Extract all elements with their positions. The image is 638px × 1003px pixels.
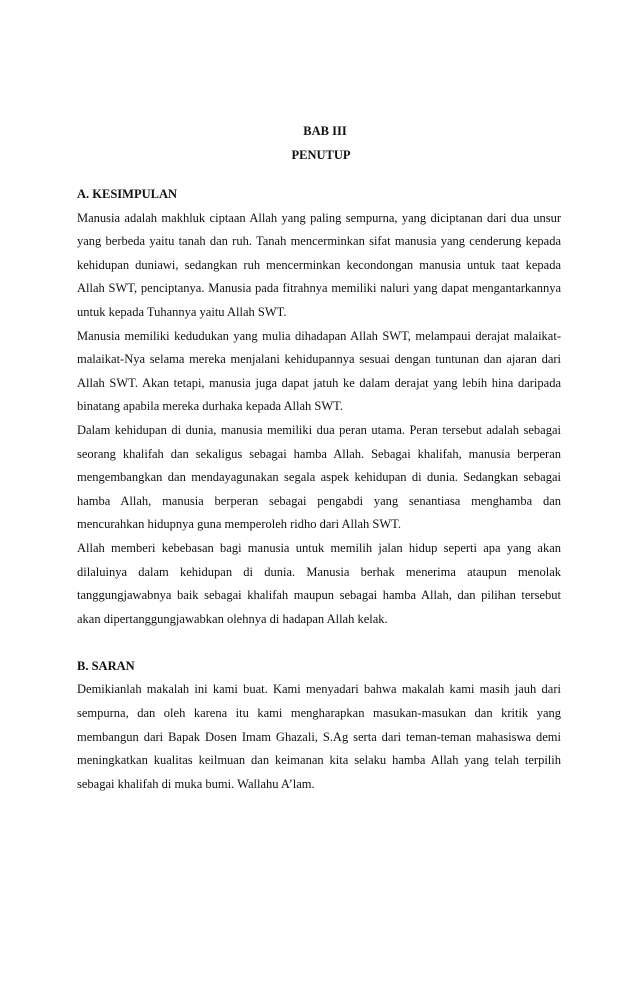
section-saran — [77, 655, 561, 797]
section-kesimpulan — [77, 183, 561, 631]
section-heading: A. KESIMPULAN — [77, 187, 178, 201]
paragraph: Demikianlah makalah ini kami buat. Kami menyadari bahwa makalah kami masih jauh dari sempurna, dan oleh karena itu kami mengharapkan masukan-masukan dan kritik yang membangun dari Bapak Dosen Imam Ghazali, S.Ag serta dari teman-teman mahasiswa demi meningkatkan kualitas keilmuan dan keimanan kita selaku hamba Allah yang telah terpilih sebagai khalifah di muka bumi. Wallahu A’lam. — [77, 682, 561, 791]
paragraph: Manusia memiliki kedudukan yang mulia dihadapan Allah SWT, melampaui derajat malaikat-malaikat-Nya selama mereka menjalani kehidupannya sesuai dengan tuntunan dan ajaran dari Allah SWT. Akan tetapi, manusia juga dapat jatuh ke dalam derajat yang lebih hina daripada binatang apabila mereka durhaka kepada Allah SWT. — [77, 328, 561, 414]
paragraph: Allah memberi kebebasan bagi manusia untuk memilih jalan hidup seperti apa yang akan dilaluinya dalam kehidupan di dunia. Manusia berhak menerima ataupun menolak tanggungjawabnya baik sebagai khalifah maupun sebagai hamba Allah, dan pilihan tersebut akan dipertanggungjawabkan olehnya di hadapan Allah kelak. — [77, 540, 561, 626]
document-body — [77, 183, 561, 796]
section-spacer — [77, 631, 561, 655]
section-heading: B. SARAN — [77, 658, 135, 673]
chapter-number: BAB III — [303, 124, 347, 138]
paragraph: Dalam kehidupan di dunia, manusia memiliki dua peran utama. Peran tersebut adalah sebagai seorang khalifah dan sekaligus sebagai hamba Allah. Sebagai khalifah, manusia berperan mengembangkan dan mendayagunakan segala aspek kehidupan di dunia. Sedangkan sebagai hamba Allah, manusia berperan sebagai pengabdi yang senantiasa menghamba dan mencurahkan hidupnya guna memperoleh ridho dari Allah SWT. — [77, 422, 561, 532]
paragraph: Manusia adalah makhluk ciptaan Allah yang paling sempurna, yang diciptanan dari dua unsur yang berbeda yaitu tanah dan ruh. Tanah mencerminkan sifat manusia yang cenderung kepada kehidupan duniawi, sedangkan ruh mencerminkan kecondongan manusia untuk taat kepada Allah SWT, penciptanya. Manusia pada fitrahnya memiliki naluri yang dapat mengantarkannya untuk kepada Tuhannya yaitu Allah SWT. — [77, 210, 561, 319]
chapter-title: PENUTUP — [291, 148, 351, 162]
